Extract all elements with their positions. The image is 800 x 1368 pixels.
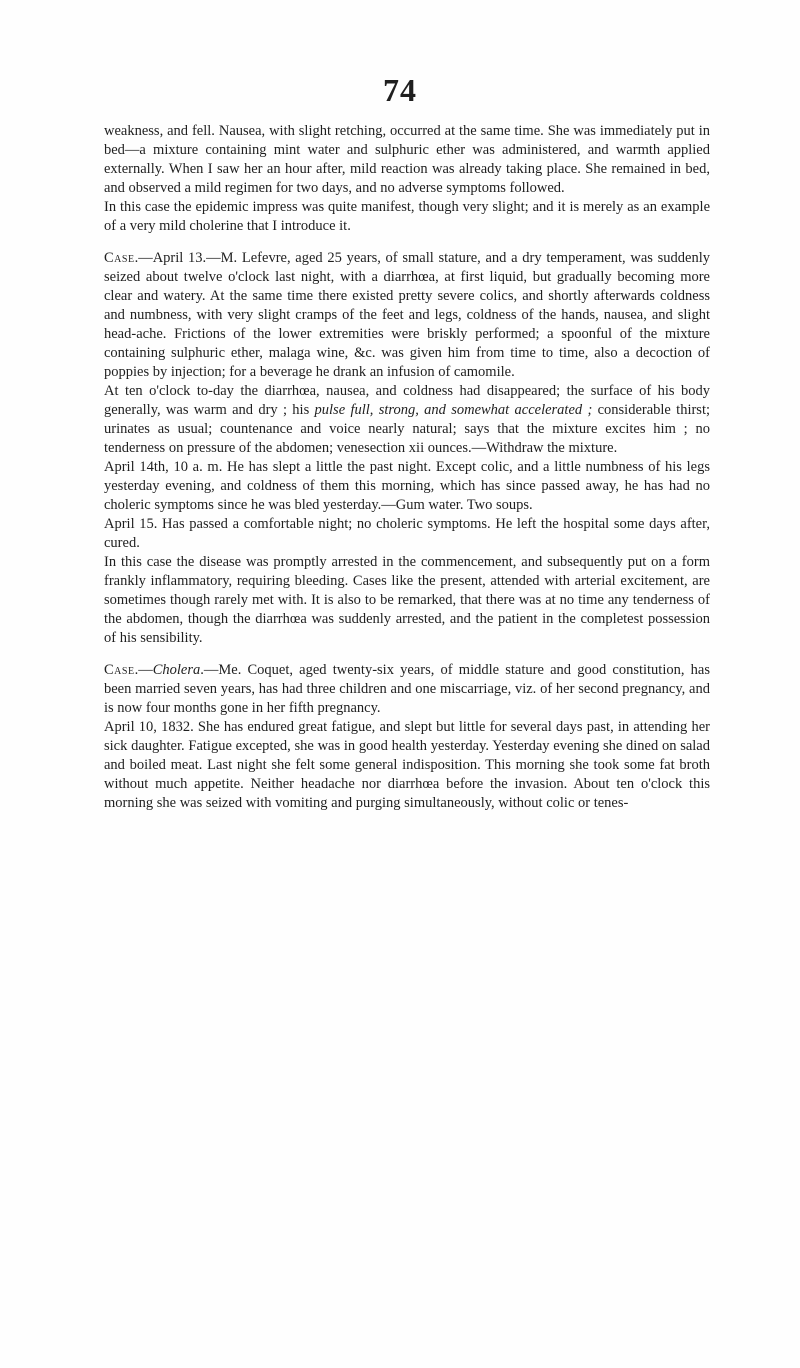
italic-text: Cholera xyxy=(152,662,201,678)
paragraph-text: April 10, 1832. She has endured great fatigue, and slept but little for several days past, in attending her sick daughter. Fatigue excepted, she was in good health yesterday. Yesterday evening she dined on salad and boiled meat. Last night she felt some general indisposition. This morning she took some fat broth without much appetite. Neither headache nor diarrhœa before the invasion. About ten o'clock this morning she was seized with vomiting and purging simultaneously, without colic or tenes- xyxy=(104,719,710,811)
paragraph-text: .—April 13.—M. Lefevre, aged 25 years, of small stature, and a dry temperament, was suddenly seized about twelve o'clock last night, with a diarrhœa, at first liquid, but gradually becoming more clear and watery. At the same time there existed pretty severe colics, and shortly afterwards coldness and numbness, with very slight cramps of the feet and legs, coldness of the hands, nausea, and slight head-ache. Frictions of the lower extremities were briskly performed; a spoonful of the mixture containing sulphuric ether, malaga wine, &c. was given him from time to time, also a decoction of poppies by injection; for a beverage he drank an infusion of camomile. xyxy=(104,250,710,380)
italic-text: pulse full, strong, and somewhat accelerated ; xyxy=(314,402,593,418)
paragraph xyxy=(104,553,710,648)
paragraph xyxy=(104,718,710,813)
paragraph xyxy=(104,515,710,553)
page-number: 74 xyxy=(383,72,417,108)
paragraph-text: weakness, and fell. Nausea, with slight retching, occurred at the same time. She was immediately put in bed—a mixture containing mint water and sulphuric ether was administered, and warmth applied externally. When I saw her an hour after, mild reaction was already taking place. She remained in bed, and observed a mild regimen for two days, and no adverse symptoms followed. xyxy=(104,123,710,196)
paragraph-text: In this case the epidemic impress was quite manifest, though very slight; and it is merely as an example of a very mild cholerine that I introduce it. xyxy=(104,199,710,234)
paragraph xyxy=(104,198,710,236)
body-text xyxy=(104,122,710,813)
paragraph-text: April 14th, 10 a. m. He has slept a little the past night. Except colic, and a little numbness of his legs yesterday evening, and coldness of them this morning, which has since passed away, he has had no choleric symptoms since he was bled yesterday.—Gum water. Two soups. xyxy=(104,459,710,513)
paragraph xyxy=(104,122,710,198)
paragraph-text: At ten o'clock to-day the diarrhœa, nausea, and coldness had disappeared; the surface of his body generally, was warm and dry ; his xyxy=(104,383,710,418)
paragraph xyxy=(104,382,710,458)
case-paragraph xyxy=(104,661,710,718)
paragraph xyxy=(104,458,710,515)
paragraph-text: In this case the disease was promptly arrested in the commencement, and subsequently put on a form frankly inflammatory, requiring bleeding. Cases like the present, attended with arterial excitement, are sometimes though rarely met with. It is also to be remarked, that there was at no time any tenderness of the abdomen, though the diarrhœa was suddenly arrested, and the patient in the completest possession of his sensibility. xyxy=(104,554,710,646)
paragraph-text: April 15. Has passed a comfortable night; no choleric symptoms. He left the hospital some days after, cured. xyxy=(104,516,710,551)
paragraph-text: .— xyxy=(134,662,153,678)
case-label: Case xyxy=(104,250,135,266)
case-paragraph xyxy=(104,249,710,382)
paragraph-text: considerable thirst; urinates as usual; countenance and voice nearly natural; says that the mixture excites him ; no tenderness on pressure of the abdomen; venesection xii ounces.—Withdraw the mixture. xyxy=(104,402,710,456)
case-label: Case xyxy=(104,662,135,678)
paragraph-text: .—Me. Coquet, aged twenty-six years, of middle stature and good constitution, has been married seven years, has had three children and one miscarriage, viz. of her second pregnancy, and is now four months gone in her fifth pregnancy. xyxy=(104,662,710,716)
